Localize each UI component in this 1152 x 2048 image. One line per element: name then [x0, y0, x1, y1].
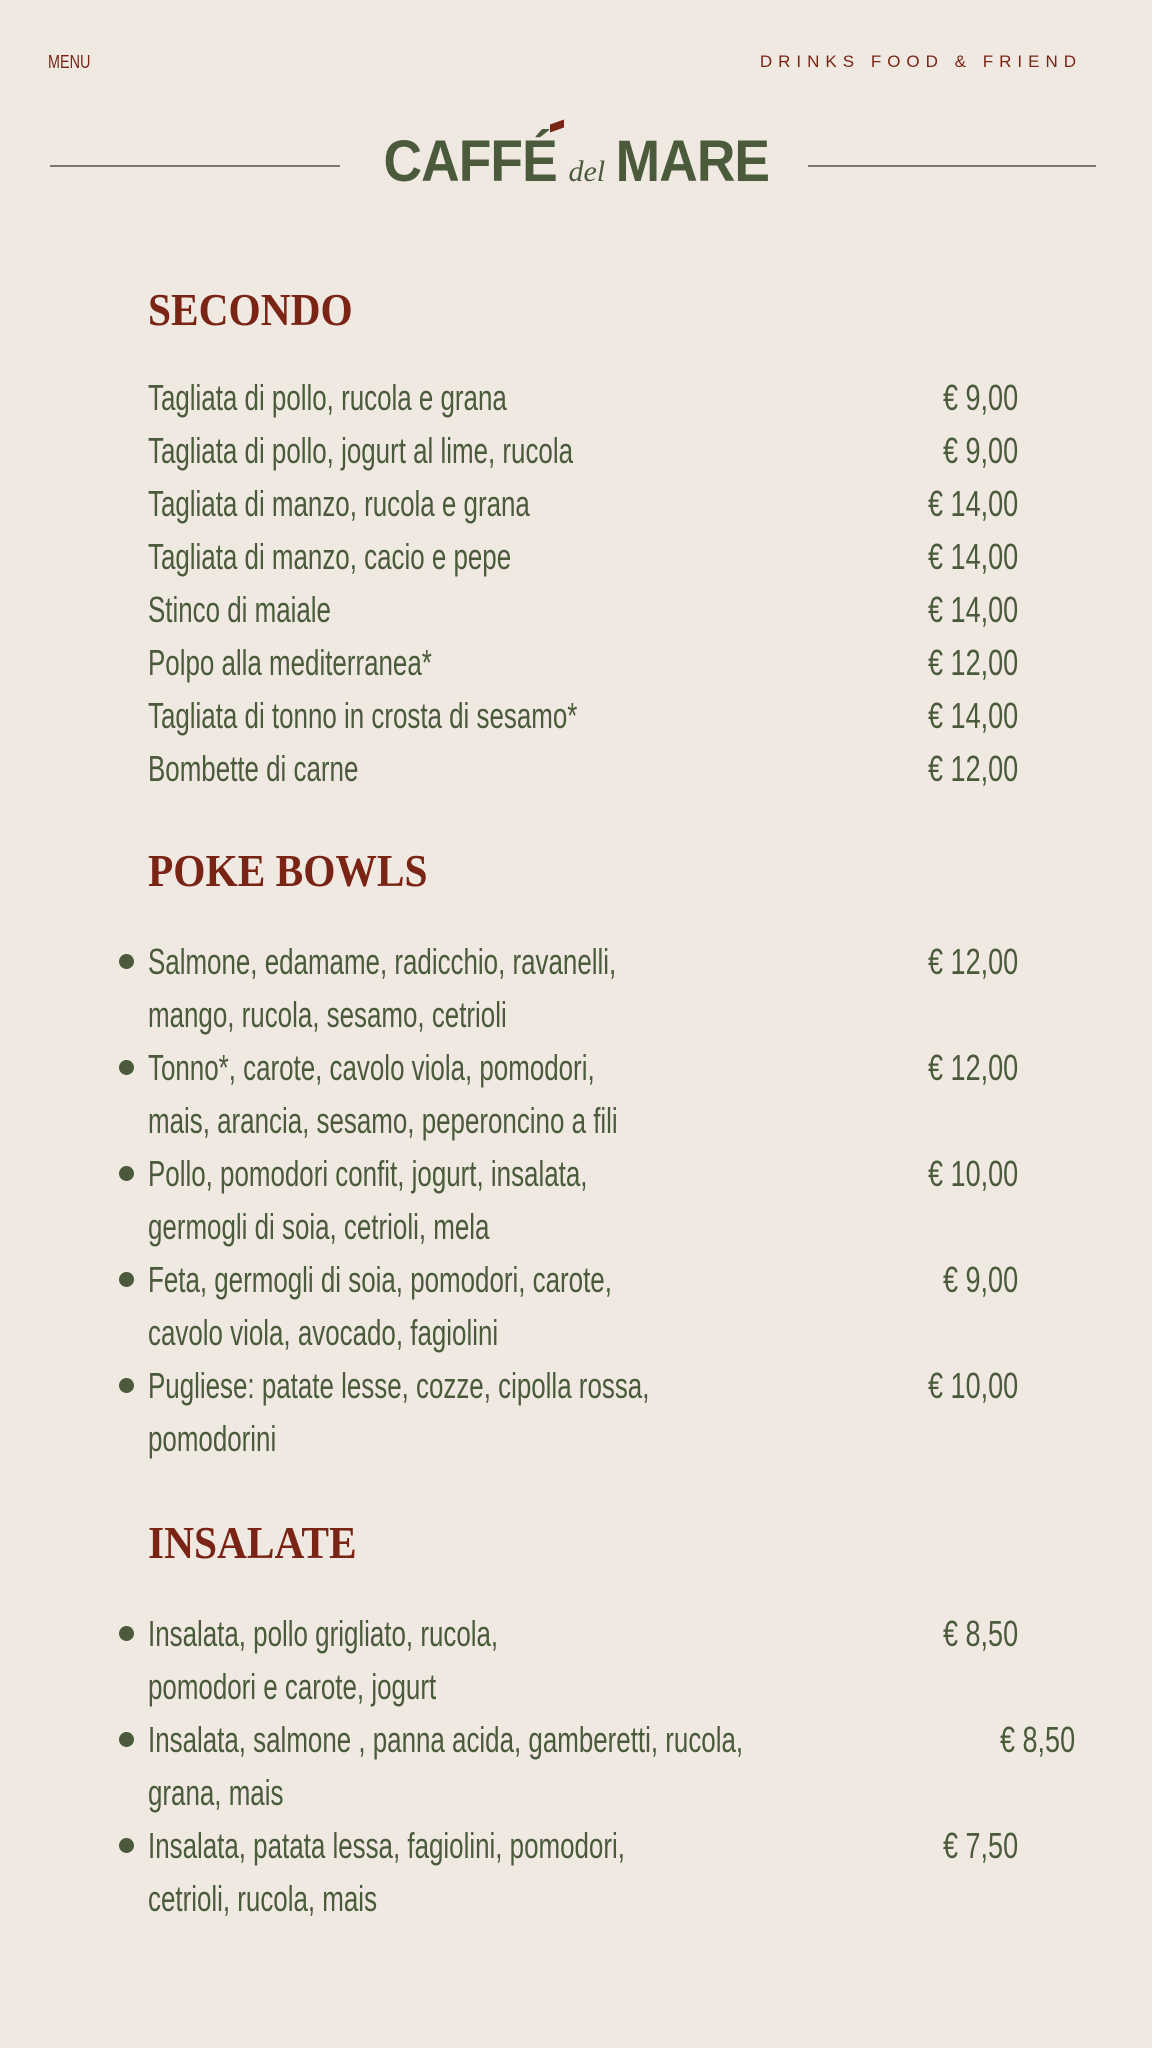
item-description: [148, 1359, 649, 1465]
section-items: [148, 1607, 1075, 1925]
description-line: Polpo alla mediterranea*: [148, 642, 432, 683]
description-line: mango, rucola, sesamo, cetrioli: [148, 994, 507, 1035]
item-description: [148, 636, 432, 689]
item-price: € 8,50: [999, 1719, 1075, 1760]
section-title: SECONDO: [148, 284, 353, 335]
description-line: Insalata, patata lessa, fagiolini, pomodori,: [148, 1825, 625, 1866]
menu-item: [148, 689, 1018, 742]
menu-item: [148, 742, 1018, 795]
item-price: € 10,00: [927, 1153, 1018, 1194]
bullet-icon: [119, 1272, 134, 1287]
description-line: Feta, germogli di soia, pomodori, carote,: [148, 1259, 612, 1300]
description-line: cavolo viola, avocado, fagiolini: [148, 1312, 499, 1353]
item-description: [148, 935, 616, 1041]
bullet-icon: [119, 1378, 134, 1393]
item-price: € 14,00: [927, 483, 1018, 524]
item-description: [148, 371, 507, 424]
description-line: Salmone, edamame, radicchio, ravanelli,: [148, 941, 617, 982]
item-description: [148, 477, 530, 530]
description-line: Tagliata di manzo, cacio e pepe: [148, 536, 512, 577]
description-line: Bombette di carne: [148, 748, 359, 789]
item-price: € 7,50: [942, 1825, 1018, 1866]
item-description: [148, 583, 331, 636]
description-line: Tonno*, carote, cavolo viola, pomodori,: [148, 1047, 595, 1088]
item-price: € 14,00: [927, 589, 1018, 630]
item-description: [148, 1253, 612, 1359]
menu-item: [148, 1819, 1018, 1925]
description-line: Insalata, pollo grigliato, rucola,: [148, 1613, 499, 1654]
bullet-icon: [119, 1838, 134, 1853]
description-line: Stinco di maiale: [148, 589, 331, 630]
description-line: pomodori e carote, jogurt: [148, 1666, 437, 1707]
description-line: Pugliese: patate lesse, cozze, cipolla rossa,: [148, 1365, 650, 1406]
description-line: Tagliata di pollo, rucola e grana: [148, 377, 507, 418]
item-description: [148, 1147, 587, 1253]
bullet-icon: [119, 1166, 134, 1181]
menu-item: [148, 1041, 1018, 1147]
item-description: [148, 1713, 743, 1819]
item-price: € 14,00: [927, 536, 1018, 577]
bullet-icon: [119, 1626, 134, 1641]
item-price: € 9,00: [942, 377, 1018, 418]
menu-item: [148, 935, 1018, 1041]
menu-item: [148, 530, 1018, 583]
menu-item: [148, 636, 1018, 689]
item-price: € 10,00: [927, 1365, 1018, 1406]
menu-item: [148, 583, 1018, 636]
menu-item: [148, 371, 1018, 424]
item-description: [148, 1041, 618, 1147]
bullet-icon: [119, 1060, 134, 1075]
description-line: cetrioli, rucola, mais: [148, 1878, 378, 1919]
item-description: [148, 1607, 498, 1713]
section-title: POKE BOWLS: [148, 845, 428, 896]
item-description: [148, 530, 511, 583]
menu-item: [148, 1147, 1018, 1253]
section-title: INSALATE: [148, 1517, 357, 1568]
item-price: € 12,00: [927, 748, 1018, 789]
item-description: [148, 742, 358, 795]
item-description: [148, 689, 577, 742]
description-line: grana, mais: [148, 1772, 284, 1813]
item-price: € 12,00: [927, 642, 1018, 683]
item-price: € 12,00: [927, 1047, 1018, 1088]
menu-item: [148, 1713, 1075, 1819]
menu-item: [148, 1253, 1018, 1359]
item-price: € 8,50: [942, 1613, 1018, 1654]
bullet-icon: [119, 1732, 134, 1747]
section-items: [148, 371, 1018, 795]
logo: [0, 128, 1152, 195]
item-description: [148, 1819, 625, 1925]
description-line: germogli di soia, cetrioli, mela: [148, 1206, 490, 1247]
menu-label: MENU: [48, 52, 91, 72]
menu-content: [148, 280, 1075, 1925]
description-line: Insalata, salmone , panna acida, gamberetti, rucola,: [148, 1719, 744, 1760]
item-price: € 12,00: [927, 941, 1018, 982]
description-line: Tagliata di tonno in crosta di sesamo*: [148, 695, 578, 736]
logo-caffe: CAFFÉ: [383, 129, 557, 194]
item-price: € 9,00: [942, 1259, 1018, 1300]
menu-item: [148, 424, 1018, 477]
section-items: [148, 935, 1018, 1465]
description-line: mais, arancia, sesamo, peperoncino a fili: [148, 1100, 618, 1141]
description-line: pomodorini: [148, 1418, 277, 1459]
logo-mare: MARE: [615, 129, 770, 194]
item-price: € 14,00: [927, 695, 1018, 736]
item-description: [148, 424, 573, 477]
logo-del: del: [568, 155, 606, 188]
description-line: Tagliata di pollo, jogurt al lime, rucola: [148, 430, 574, 471]
description-line: Pollo, pomodori confit, jogurt, insalata,: [148, 1153, 588, 1194]
bullet-icon: [119, 954, 134, 969]
item-price: € 9,00: [942, 430, 1018, 471]
tagline: DRINKS FOOD & FRIEND: [759, 52, 1082, 71]
menu-item: [148, 477, 1018, 530]
description-line: Tagliata di manzo, rucola e grana: [148, 483, 530, 524]
menu-item: [148, 1359, 1018, 1465]
menu-item: [148, 1607, 1018, 1713]
